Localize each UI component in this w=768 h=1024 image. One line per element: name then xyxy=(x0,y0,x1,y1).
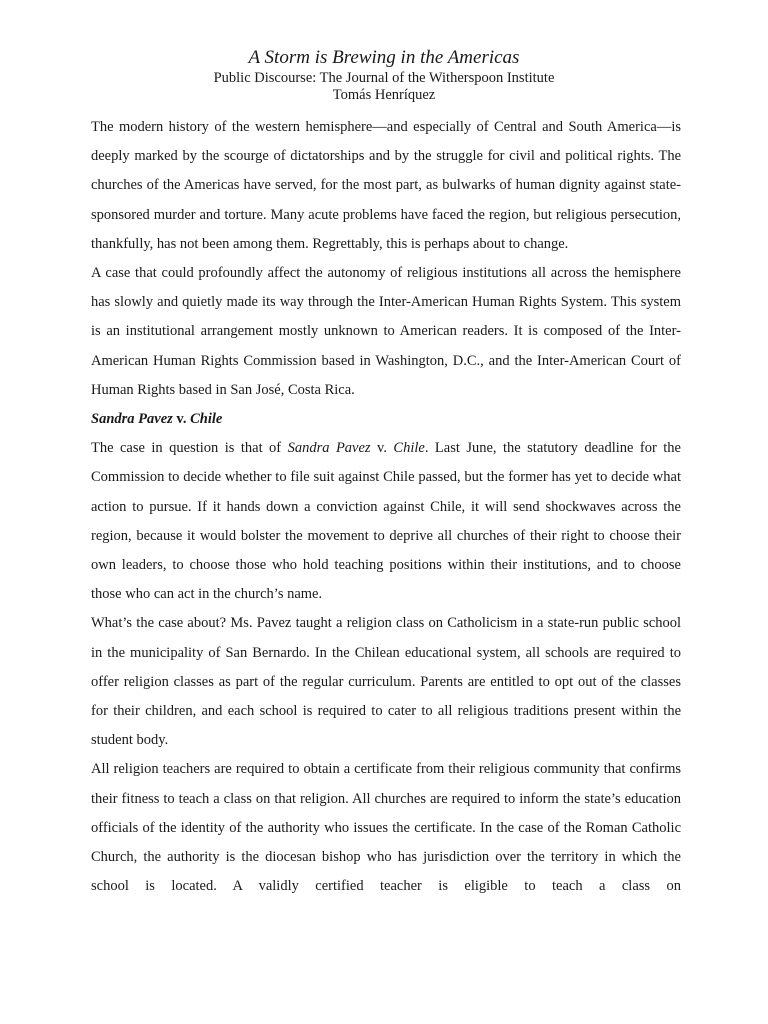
heading-versus: v. xyxy=(172,411,191,428)
heading-party: Chile xyxy=(190,411,223,428)
case-para-party: Chile xyxy=(393,440,425,457)
section-heading xyxy=(91,405,681,434)
heading-case-name: Sandra Pavez xyxy=(91,411,173,428)
document-header xyxy=(0,46,768,104)
paragraph-case-about: What’s the case about? Ms. Pavez taught a religion class on Catholicism in a state-run public school in the municipality of San Bernardo. In the Chilean educational system, all schools are required to offer religion classes as part of the regular curriculum. Parents are entitled to opt out of the classes for their children, and each school is required to cater to all religious traditions present within the student body. xyxy=(91,615,681,749)
case-para-versus: v. xyxy=(370,440,394,457)
document-body xyxy=(91,113,681,901)
paragraph-intro: The modern history of the western hemisphere—and especially of Central and South America—is deeply marked by the scourge of dictatorships and by the struggle for civil and political rights. The churches of the Americas have served, for the most part, as bulwarks of human dignity against state-sponsored murder and torture. Many acute problems have faced the region, but religious persecution, thankfully, has not been among them. Regrettably, this is perhaps about to change. xyxy=(91,119,681,252)
case-para-case-name: Sandra Pavez xyxy=(287,440,371,457)
paragraph-certificate: All religion teachers are required to obtain a certificate from their religious community that confirms their fitness to teach a class on that religion. All churches are required to inform the state’s education officials of the identity of the authority who issues the certificate. In the case of the Roman Catholic Church, the authority is the diocesan bishop who has jurisdiction over the territory in which the school is located. A validly certified teacher is eligible to teach a class on xyxy=(91,761,681,895)
document-title: A Storm is Brewing in the Americas xyxy=(248,47,520,68)
paragraph-case-overview: A case that could profoundly affect the autonomy of religious institutions all across the hemisphere has slowly and quietly made its way through the Inter-American Human Rights System. This system is an institutional arrangement mostly unknown to American readers. It is composed of the Inter-American Human Rights Commission based in Washington, D.C., and the Inter-American Court of Human Rights based in San José, Costa Rica. xyxy=(91,265,681,398)
author-name: Tomás Henríquez xyxy=(332,87,436,103)
paragraph-case-question xyxy=(91,434,681,609)
case-para-rest: . Last June, the statutory deadline for the Commission to decide whether to file suit against Chile passed, but the former has yet to decide what action to pursue. If it hands down a conviction against Chile, it will send shockwaves across the region, because it would bolster the movement to deprive all churches of their right to choose their own leaders, to choose those who hold teaching positions within their institutions, and to choose those who can act in the church’s name. xyxy=(91,440,681,603)
publication-name: Public Discourse: The Journal of the Witherspoon Institute xyxy=(213,70,555,86)
case-para-lead: The case in question is that of xyxy=(91,440,288,457)
